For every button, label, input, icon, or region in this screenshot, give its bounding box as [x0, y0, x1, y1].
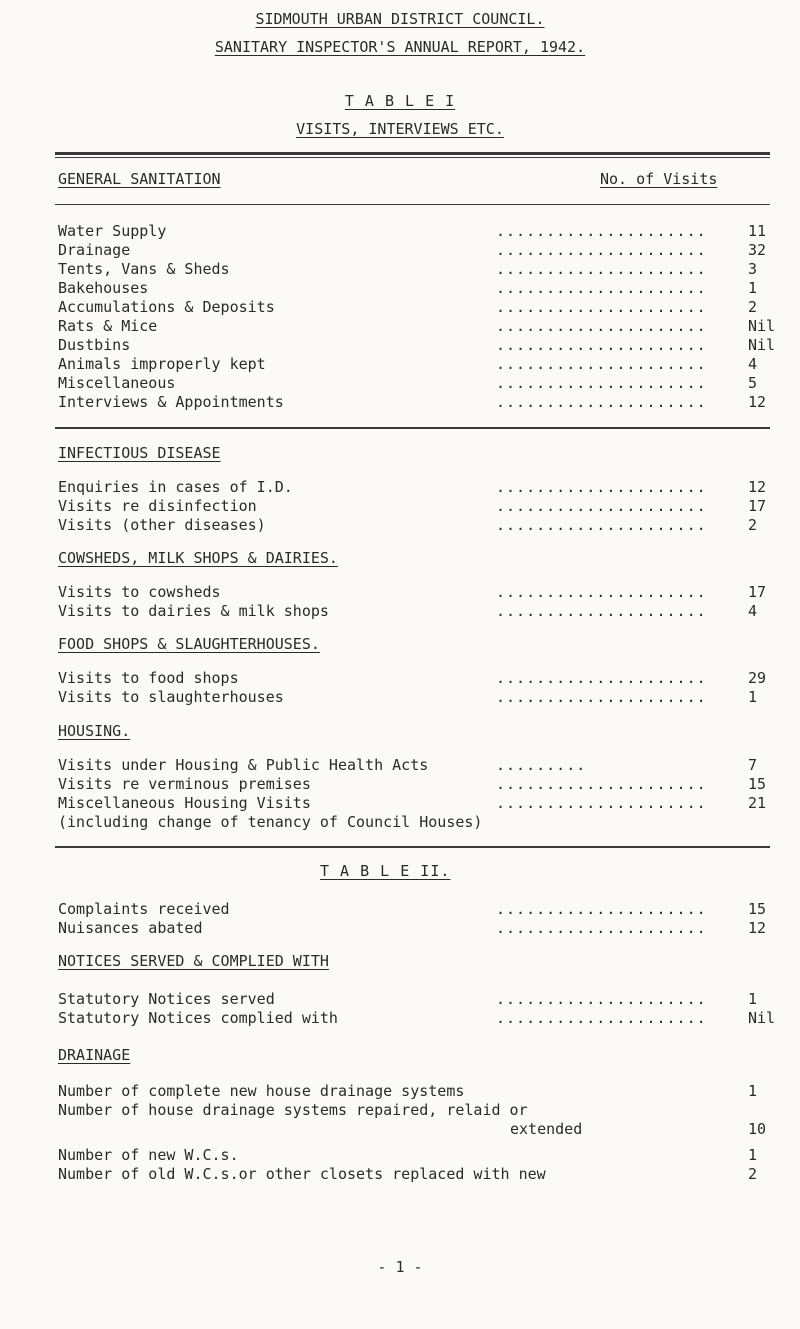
row-value: 11 [748, 222, 767, 240]
row-value: 4 [748, 355, 758, 373]
section-rule [55, 427, 770, 429]
table-row [58, 756, 764, 774]
row-value: 1 [748, 279, 758, 297]
row-value: 10 [748, 1120, 767, 1138]
leader-dots: ..................... [496, 583, 707, 601]
leader-dots: ..................... [496, 669, 707, 687]
row-label: Tents, Vans & Sheds [58, 260, 230, 278]
table-row [58, 602, 764, 620]
table-row [58, 990, 764, 1008]
table1-subtitle: VISITS, INTERVIEWS ETC. [296, 120, 504, 138]
row-value: 15 [748, 900, 767, 918]
row-label: Visits to cowsheds [58, 583, 221, 601]
leader-dots: ..................... [496, 393, 707, 411]
table-row [58, 1101, 764, 1119]
row-value: 32 [748, 241, 767, 259]
row-label: Visits (other diseases) [58, 516, 266, 534]
leader-dots: ..................... [496, 497, 707, 515]
row-value: 17 [748, 583, 767, 601]
row-value: Nil [748, 1009, 776, 1027]
table-row [58, 478, 767, 496]
leader-dots: ..................... [496, 688, 707, 706]
leader-dots: ..................... [496, 919, 707, 937]
row-label: Statutory Notices complied with [58, 1009, 338, 1027]
row-value: 17 [748, 497, 767, 515]
row-value: 21 [748, 794, 767, 812]
row-label: Number of complete new house drainage systems [58, 1082, 465, 1100]
row-label: Visits to slaughterhouses [58, 688, 284, 706]
table-row [58, 1146, 764, 1164]
table-row [58, 317, 776, 335]
table-row [58, 919, 767, 937]
row-value: 12 [748, 478, 767, 496]
table-row [58, 393, 767, 411]
row-label: Enquiries in cases of I.D. [58, 478, 293, 496]
table-row [58, 516, 764, 534]
row-label: Complaints received [58, 900, 230, 918]
leader-dots: ..................... [496, 222, 707, 240]
table-row [58, 775, 767, 793]
column-rule [55, 204, 770, 205]
section-rule [55, 846, 770, 848]
row-label: Visits to food shops [58, 669, 239, 687]
row-value: 4 [748, 602, 758, 620]
council-title: SIDMOUTH URBAN DISTRICT COUNCIL. [255, 10, 545, 28]
housing-heading: HOUSING. [58, 722, 131, 740]
table-row [58, 336, 776, 354]
leader-dots: ..................... [496, 794, 707, 812]
drainage-heading: DRAINAGE [58, 1046, 131, 1064]
row-label: Drainage [58, 241, 131, 259]
leader-dots: ..................... [496, 241, 707, 259]
leader-dots: ..................... [496, 900, 707, 918]
table-row [58, 1120, 767, 1138]
row-label: Number of house drainage systems repaired, relaid or [58, 1101, 528, 1119]
table1-title: T A B L E I [344, 92, 456, 110]
leader-dots: ..................... [496, 602, 707, 620]
row-label: Animals improperly kept [58, 355, 266, 373]
row-value: 1 [748, 1082, 758, 1100]
row-value: 12 [748, 919, 767, 937]
top-rule [55, 152, 770, 155]
row-value: 12 [748, 393, 767, 411]
table-row [58, 1165, 764, 1183]
row-label: Miscellaneous [58, 374, 176, 392]
row-label: extended [510, 1120, 583, 1138]
row-label: Visits to dairies & milk shops [58, 602, 329, 620]
row-label: Accumulations & Deposits [58, 298, 275, 316]
table-row [58, 583, 767, 601]
page-number: - 1 - [377, 1258, 423, 1276]
row-label: Interviews & Appointments [58, 393, 284, 411]
leader-dots: ..................... [496, 298, 707, 316]
table-row [58, 900, 767, 918]
table-row [58, 374, 764, 392]
row-label: Rats & Mice [58, 317, 158, 335]
row-value: 2 [748, 1165, 758, 1183]
leader-dots: ..................... [496, 478, 707, 496]
table-row [58, 298, 764, 316]
row-label: Nuisances abated [58, 919, 203, 937]
row-label: Dustbins [58, 336, 131, 354]
notices-heading: NOTICES SERVED & COMPLIED WITH [58, 952, 329, 970]
leader-dots: ..................... [496, 990, 707, 1008]
table-row [58, 222, 767, 240]
table-row [58, 794, 767, 812]
row-label: Miscellaneous Housing Visits [58, 794, 311, 812]
report-title: SANITARY INSPECTOR'S ANNUAL REPORT, 1942. [214, 38, 586, 56]
row-value: 2 [748, 516, 758, 534]
leader-dots: ..................... [496, 1009, 707, 1027]
leader-dots: ..................... [496, 516, 707, 534]
top-rule-thin [55, 157, 770, 158]
row-label: Visits under Housing & Public Health Acts [58, 756, 429, 774]
leader-dots: ..................... [496, 374, 707, 392]
row-value: 5 [748, 374, 758, 392]
row-value: 3 [748, 260, 758, 278]
leader-dots: ..................... [496, 336, 707, 354]
column-heading-right: No. of Visits [600, 170, 718, 188]
row-value: 7 [748, 756, 758, 774]
table-row [58, 1082, 764, 1100]
table-row [58, 279, 764, 297]
row-value: Nil [748, 336, 776, 354]
leader-dots: ..................... [496, 279, 707, 297]
table-row [58, 669, 767, 687]
column-heading-left: GENERAL SANITATION [58, 170, 221, 188]
infectious-heading: INFECTIOUS DISEASE [58, 444, 221, 462]
row-label: Number of new W.C.s. [58, 1146, 239, 1164]
row-value: 15 [748, 775, 767, 793]
leader-dots: ..................... [496, 317, 707, 335]
table-row [58, 355, 764, 373]
food-heading: FOOD SHOPS & SLAUGHTERHOUSES. [58, 635, 320, 653]
table-row [58, 688, 764, 706]
table-row [58, 497, 767, 515]
housing-note: (including change of tenancy of Council Houses) [58, 813, 483, 831]
table-row [58, 1009, 776, 1027]
row-label: Water Supply [58, 222, 167, 240]
row-label: Visits re disinfection [58, 497, 257, 515]
table2-title: T A B L E II. [320, 862, 451, 880]
row-value: 29 [748, 669, 767, 687]
row-label: Number of old W.C.s.or other closets replaced with new [58, 1165, 546, 1183]
row-value: 2 [748, 298, 758, 316]
row-label: Visits re verminous premises [58, 775, 311, 793]
cowsheds-heading: COWSHEDS, MILK SHOPS & DAIRIES. [58, 549, 338, 567]
row-value: 1 [748, 990, 758, 1008]
row-value: 1 [748, 1146, 758, 1164]
row-value: Nil [748, 317, 776, 335]
row-label: Statutory Notices served [58, 990, 275, 1008]
leader-dots: ......... [496, 756, 587, 774]
row-label: Bakehouses [58, 279, 149, 297]
table-row [58, 260, 764, 278]
leader-dots: ..................... [496, 775, 707, 793]
leader-dots: ..................... [496, 260, 707, 278]
leader-dots: ..................... [496, 355, 707, 373]
table-row [58, 241, 767, 259]
row-value: 1 [748, 688, 758, 706]
